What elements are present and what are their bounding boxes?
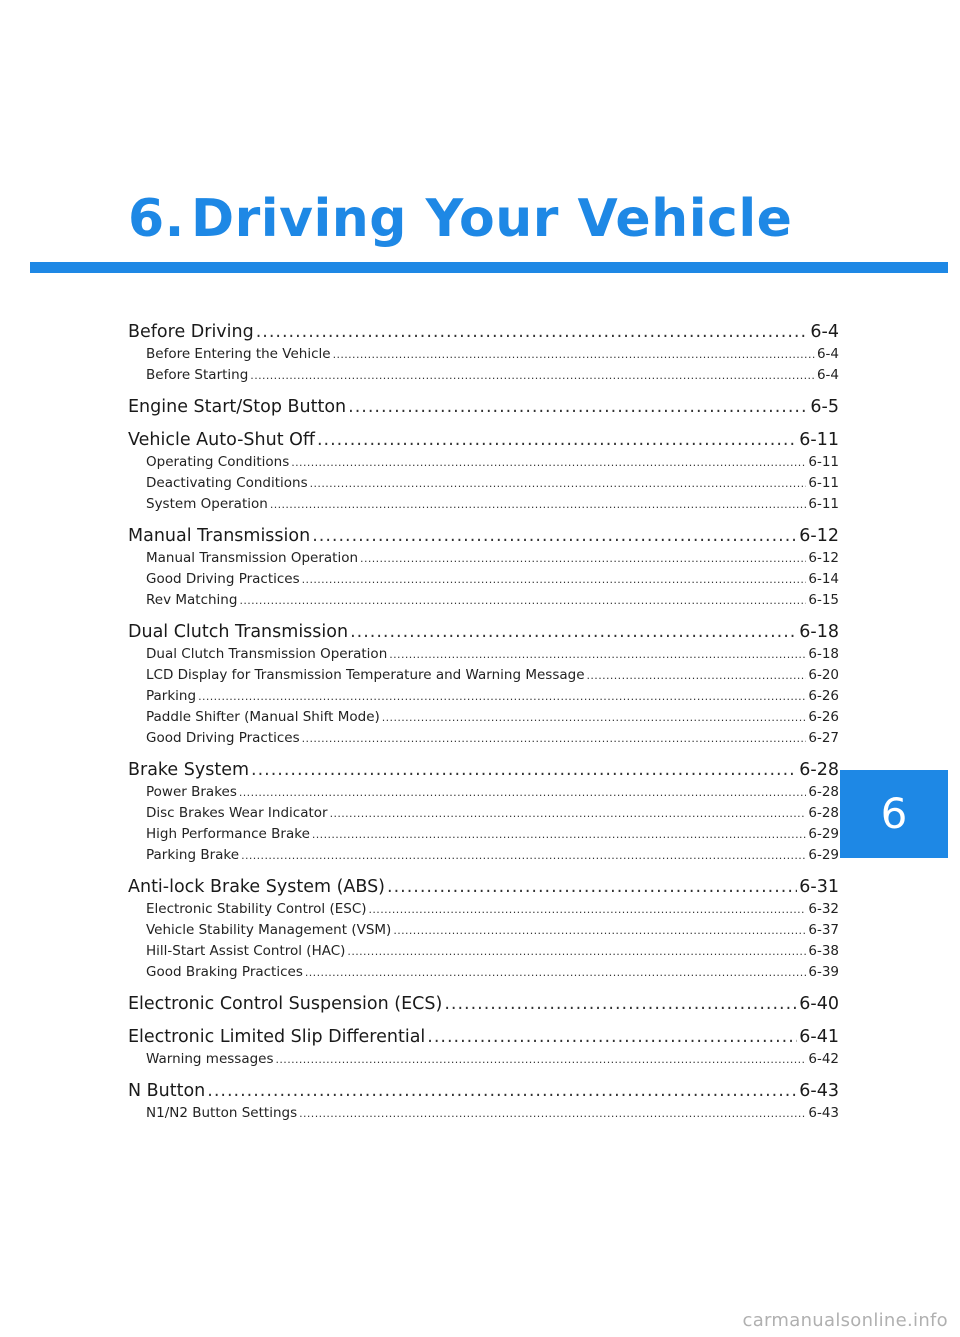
dot-leader: [360, 548, 806, 569]
toc-subsection-title: Electronic Stability Control (ESC): [146, 901, 367, 917]
toc-subsection-title: LCD Display for Transmission Temperature and Warning Message: [146, 667, 585, 683]
toc-section-title: Before Driving: [128, 322, 254, 342]
dot-leader: [302, 569, 807, 590]
toc-section-title: N Button: [128, 1081, 206, 1101]
toc-subsection[interactable]: [128, 569, 839, 590]
toc-subsection-title: Vehicle Stability Management (VSM): [146, 922, 392, 938]
chapter-number: 6.: [128, 189, 185, 249]
toc-subsection[interactable]: [128, 473, 839, 494]
dot-leader: [250, 365, 815, 386]
toc-subsection-page: 6-14: [808, 571, 839, 587]
dot-leader: [587, 665, 807, 686]
toc-section-page: 6-11: [799, 430, 839, 450]
toc-subsection[interactable]: [128, 644, 839, 665]
toc-section-page: 6-41: [799, 1027, 839, 1047]
toc-subsection-page: 6-32: [808, 901, 839, 917]
header-rule: [30, 262, 948, 273]
toc-subsection[interactable]: [128, 494, 839, 515]
toc-subsection-page: 6-4: [816, 367, 839, 383]
dot-leader: [389, 644, 806, 665]
toc-subsection[interactable]: [128, 803, 839, 824]
toc-subsection[interactable]: [128, 782, 839, 803]
toc-subsection-page: 6-11: [808, 454, 839, 470]
toc-subsection[interactable]: [128, 707, 839, 728]
toc-subsection-title: Paddle Shifter (Manual Shift Mode): [146, 709, 380, 725]
toc-subsection[interactable]: [128, 899, 839, 920]
dot-leader: [241, 845, 806, 866]
toc-subsection-title: N1/N2 Button Settings: [146, 1105, 298, 1121]
dot-leader: [310, 473, 807, 494]
toc-subsection-page: 6-26: [808, 688, 839, 704]
toc-subsection[interactable]: [128, 548, 839, 569]
toc-section[interactable]: [128, 1079, 839, 1103]
dot-leader: [369, 899, 807, 920]
toc-subsection-page: 6-11: [808, 496, 839, 512]
toc-subsection-page: 6-15: [808, 592, 839, 608]
toc-section-page: 6-31: [799, 877, 839, 897]
toc-subsection-title: Hill-Start Assist Control (HAC): [146, 943, 346, 959]
chapter-title: [128, 189, 793, 249]
toc-subsection-title: High Performance Brake: [146, 826, 310, 842]
dot-leader: [348, 395, 808, 419]
toc-section[interactable]: [128, 428, 839, 452]
toc-subsection[interactable]: [128, 452, 839, 473]
dot-leader: [270, 494, 807, 515]
toc-subsection-title: Before Starting: [146, 367, 249, 383]
toc-subsection[interactable]: [128, 1049, 839, 1070]
toc-subsection-title: Good Driving Practices: [146, 571, 300, 587]
dot-leader: [239, 590, 806, 611]
toc-subsection-page: 6-11: [808, 475, 839, 491]
dot-leader: [393, 920, 806, 941]
toc-subsection-page: 6-26: [808, 709, 839, 725]
toc-subsection-title: Manual Transmission Operation: [146, 550, 359, 566]
toc-subsection-title: Parking Brake: [146, 847, 240, 863]
dot-leader: [305, 962, 806, 983]
toc-subsection-title: Dual Clutch Transmission Operation: [146, 646, 388, 662]
dot-leader: [251, 758, 797, 782]
dot-leader: [333, 344, 815, 365]
toc-section[interactable]: [128, 524, 839, 548]
toc-subsection-page: 6-28: [808, 784, 839, 800]
toc-subsection[interactable]: [128, 962, 839, 983]
toc-subsection-page: 6-38: [808, 943, 839, 959]
toc-subsection[interactable]: [128, 590, 839, 611]
toc-section-page: 6-40: [799, 994, 839, 1014]
toc-subsection-title: Before Entering the Vehicle: [146, 346, 331, 362]
dot-leader: [350, 620, 797, 644]
toc-section-page: 6-5: [810, 397, 839, 417]
toc-section-title: Electronic Limited Slip Differential: [128, 1027, 426, 1047]
toc-subsection-title: Good Driving Practices: [146, 730, 300, 746]
toc-section-title: Anti-lock Brake System (ABS): [128, 877, 386, 897]
toc-subsection-page: 6-4: [816, 346, 839, 362]
toc-subsection-page: 6-27: [808, 730, 839, 746]
toc-subsection-title: Good Braking Practices: [146, 964, 303, 980]
dot-leader: [317, 428, 797, 452]
toc-subsection-page: 6-12: [808, 550, 839, 566]
toc-subsection-title: Rev Matching: [146, 592, 238, 608]
dot-leader: [239, 782, 806, 803]
toc-subsection-page: 6-37: [808, 922, 839, 938]
toc-section[interactable]: [128, 992, 839, 1016]
toc-subsection[interactable]: [128, 824, 839, 845]
chapter-tab[interactable]: 6: [840, 770, 948, 858]
dot-leader: [312, 824, 806, 845]
toc-subsection-title: Disc Brakes Wear Indicator: [146, 805, 328, 821]
toc-subsection-page: 6-18: [808, 646, 839, 662]
dot-leader: [299, 1103, 806, 1124]
watermark[interactable]: carmanualsonline.info: [742, 1310, 948, 1331]
toc-subsection[interactable]: [128, 686, 839, 707]
toc-subsection-title: System Operation: [146, 496, 268, 512]
dot-leader: [312, 524, 797, 548]
chapter-title-text: Driving Your Vehicle: [190, 189, 793, 249]
toc-subsection-page: 6-28: [808, 805, 839, 821]
dot-leader: [302, 728, 807, 749]
toc-subsection-page: 6-39: [808, 964, 839, 980]
dot-leader: [387, 875, 797, 899]
toc-section-page: 6-28: [799, 760, 839, 780]
toc-section[interactable]: [128, 1025, 839, 1049]
toc-subsection[interactable]: [128, 845, 839, 866]
toc-subsection[interactable]: [128, 344, 839, 365]
dot-leader: [276, 1049, 807, 1070]
dot-leader: [291, 452, 806, 473]
toc-section-title: Electronic Control Suspension (ECS): [128, 994, 443, 1014]
dot-leader: [256, 320, 809, 344]
toc-section[interactable]: [128, 620, 839, 644]
table-of-contents: [128, 320, 839, 1124]
toc-section-title: Manual Transmission: [128, 526, 311, 546]
toc-subsection-page: 6-29: [808, 826, 839, 842]
dot-leader: [382, 707, 807, 728]
toc-section-page: 6-12: [799, 526, 839, 546]
toc-subsection-title: Warning messages: [146, 1051, 274, 1067]
toc-subsection-page: 6-43: [808, 1105, 839, 1121]
toc-section-page: 6-18: [799, 622, 839, 642]
toc-subsection[interactable]: [128, 728, 839, 749]
dot-leader: [198, 686, 806, 707]
dot-leader: [207, 1079, 797, 1103]
toc-subsection[interactable]: [128, 1103, 839, 1124]
toc-subsection-title: Operating Conditions: [146, 454, 290, 470]
dot-leader: [444, 992, 797, 1016]
toc-subsection[interactable]: [128, 920, 839, 941]
dot-leader: [427, 1025, 797, 1049]
toc-section-page: 6-43: [799, 1081, 839, 1101]
toc-subsection-page: 6-42: [808, 1051, 839, 1067]
toc-section-title: Vehicle Auto-Shut Off: [128, 430, 315, 450]
toc-subsection-page: 6-29: [808, 847, 839, 863]
toc-section-title: Engine Start/Stop Button: [128, 397, 347, 417]
toc-section[interactable]: [128, 320, 839, 344]
toc-subsection-title: Power Brakes: [146, 784, 237, 800]
dot-leader: [330, 803, 807, 824]
toc-subsection[interactable]: [128, 941, 839, 962]
toc-subsection[interactable]: [128, 365, 839, 386]
toc-section-page: 6-4: [810, 322, 839, 342]
toc-section-title: Brake System: [128, 760, 250, 780]
dot-leader: [347, 941, 806, 962]
toc-subsection[interactable]: [128, 665, 839, 686]
toc-subsection-page: 6-20: [808, 667, 839, 683]
toc-subsection-title: Parking: [146, 688, 197, 704]
toc-section-title: Dual Clutch Transmission: [128, 622, 349, 642]
toc-section[interactable]: [128, 758, 839, 782]
toc-section[interactable]: [128, 395, 839, 419]
toc-section[interactable]: [128, 875, 839, 899]
toc-subsection-title: Deactivating Conditions: [146, 475, 308, 491]
